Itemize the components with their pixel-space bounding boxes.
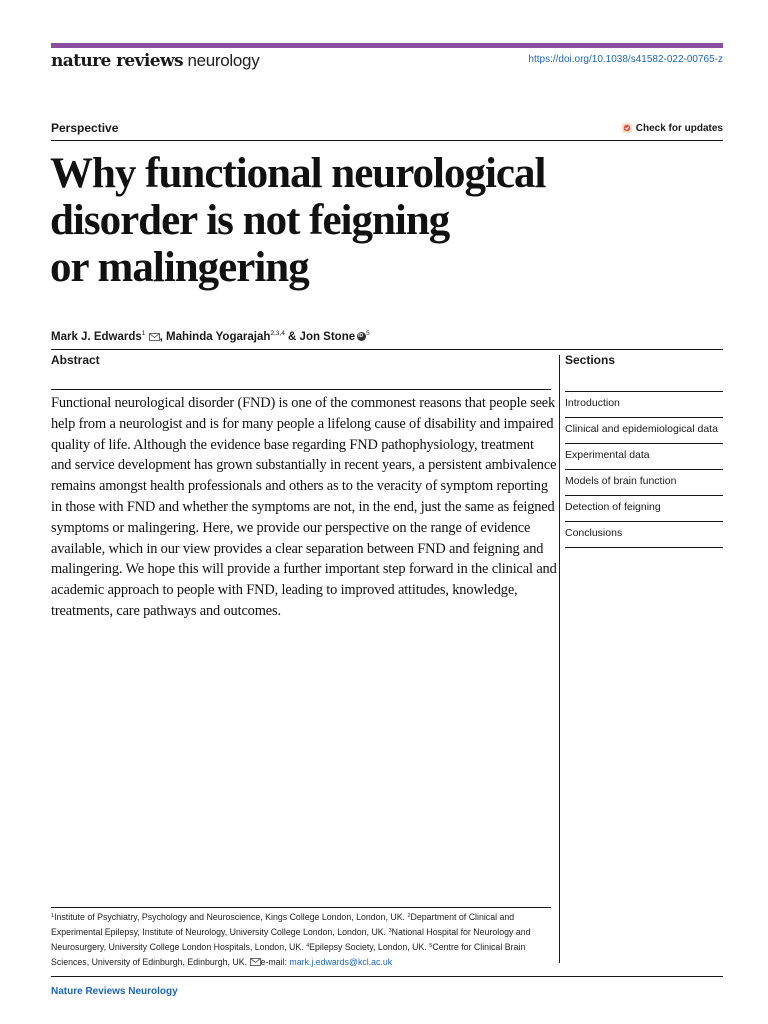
column-divider xyxy=(559,355,560,963)
affiliation-ref: 5 xyxy=(366,330,370,337)
author-separator: , xyxy=(159,331,166,343)
check-updates-button[interactable] xyxy=(621,122,723,134)
section-link-models[interactable]: Models of brain function xyxy=(565,470,723,496)
section-link-introduction[interactable]: Introduction xyxy=(565,392,723,418)
title-line: Why functional neurological xyxy=(50,150,546,197)
affiliation-ref: 1 xyxy=(141,330,146,337)
footnote-divider xyxy=(51,907,551,908)
footer-divider xyxy=(51,976,723,977)
affiliation-number: 5 xyxy=(429,943,433,950)
author-name[interactable]: Mark J. Edwards xyxy=(51,331,142,343)
affiliation-text: Centre for Clinical Brain Sciences, University of Edinburgh, Edinburgh, UK. xyxy=(51,942,526,967)
title-line: disorder is not feigning xyxy=(50,197,450,244)
affiliation-text: Institute of Psychiatry, Psychology and Neuroscience, Kings College London, London, UK. xyxy=(54,912,408,922)
check-updates-label: Check for updates xyxy=(635,122,723,134)
journal-logo[interactable] xyxy=(51,51,259,71)
author-list xyxy=(51,330,370,344)
affiliation-ref: 2,3,4 xyxy=(270,330,285,337)
affiliation-number: 4 xyxy=(306,943,310,950)
author-name[interactable]: Mahinda Yogarajah xyxy=(165,331,271,343)
affiliations-footnote xyxy=(51,909,557,970)
abstract-heading: Abstract xyxy=(51,353,100,367)
affiliation-text: National Hospital for Neurology and Neurosurgery, University College London Hospitals, London, UK. xyxy=(51,927,531,953)
title-line: or malingering xyxy=(50,244,309,291)
sections-nav xyxy=(565,353,723,548)
section-link-experimental[interactable]: Experimental data xyxy=(565,444,723,470)
section-link-conclusions[interactable]: Conclusions xyxy=(565,522,723,548)
affiliation-number: 1 xyxy=(51,913,55,919)
article-type: Perspective xyxy=(51,121,119,135)
journal-accent-bar xyxy=(51,43,723,48)
check-updates-icon xyxy=(621,122,633,134)
section-link-detection[interactable]: Detection of feigning xyxy=(565,496,723,522)
abstract-text: Functional neurological disorder (FND) is one of the commonest reasons that people seek help from a neurologist and is for many people a lifelong cause of disability and impaired quality of life. Although the evidence base regarding FND pathophysiology, treatment and service development has grown substantially in recent years, a persistent ambivalence remains amongst health professionals and others as to the veracity of symptom reporting in those with FND and whether the symptoms are not, in the end, just the same as feigned symptoms or malingering. Here, we provide our perspective on the range of evidence available, which in our view provides a clear separation between FND and feigning and malingering. We hope this will provide a further important step forward in the clinical and academic approach to people with FND, leading to improved attitudes, knowledge, treatments, care pathways and outcomes. xyxy=(51,395,557,619)
affiliation-text: Department of Clinical and Experimental Epilepsy, Institute of Neurology, University College London, London, UK. xyxy=(51,912,515,938)
doi-link[interactable]: https://doi.org/10.1038/s41582-022-00765-z xyxy=(528,54,723,65)
abstract-divider xyxy=(51,389,551,390)
author-name[interactable]: Jon Stone xyxy=(299,331,356,343)
email-label: e-mail: xyxy=(260,956,290,967)
authors-divider xyxy=(51,349,723,350)
mail-icon xyxy=(250,956,261,970)
section-link-clinical[interactable]: Clinical and epidemiological data xyxy=(565,418,723,444)
mail-icon[interactable] xyxy=(149,332,160,344)
orcid-icon[interactable] xyxy=(357,332,366,341)
article-title xyxy=(50,150,610,291)
journal-logo-bold: nature reviews xyxy=(51,51,184,71)
affiliation-number: 2 xyxy=(407,913,411,919)
header-divider xyxy=(51,140,723,141)
sections-heading: Sections xyxy=(565,353,723,392)
journal-logo-light: neurology xyxy=(183,51,260,70)
email-link[interactable]: mark.j.edwards@kcl.ac.uk xyxy=(289,956,393,967)
affiliation-text: Epilepsy Society, London, UK. xyxy=(309,942,430,953)
footer-journal-link[interactable]: Nature Reviews Neurology xyxy=(51,986,178,997)
author-separator: & xyxy=(284,331,300,343)
affiliation-number: 3 xyxy=(388,928,392,935)
